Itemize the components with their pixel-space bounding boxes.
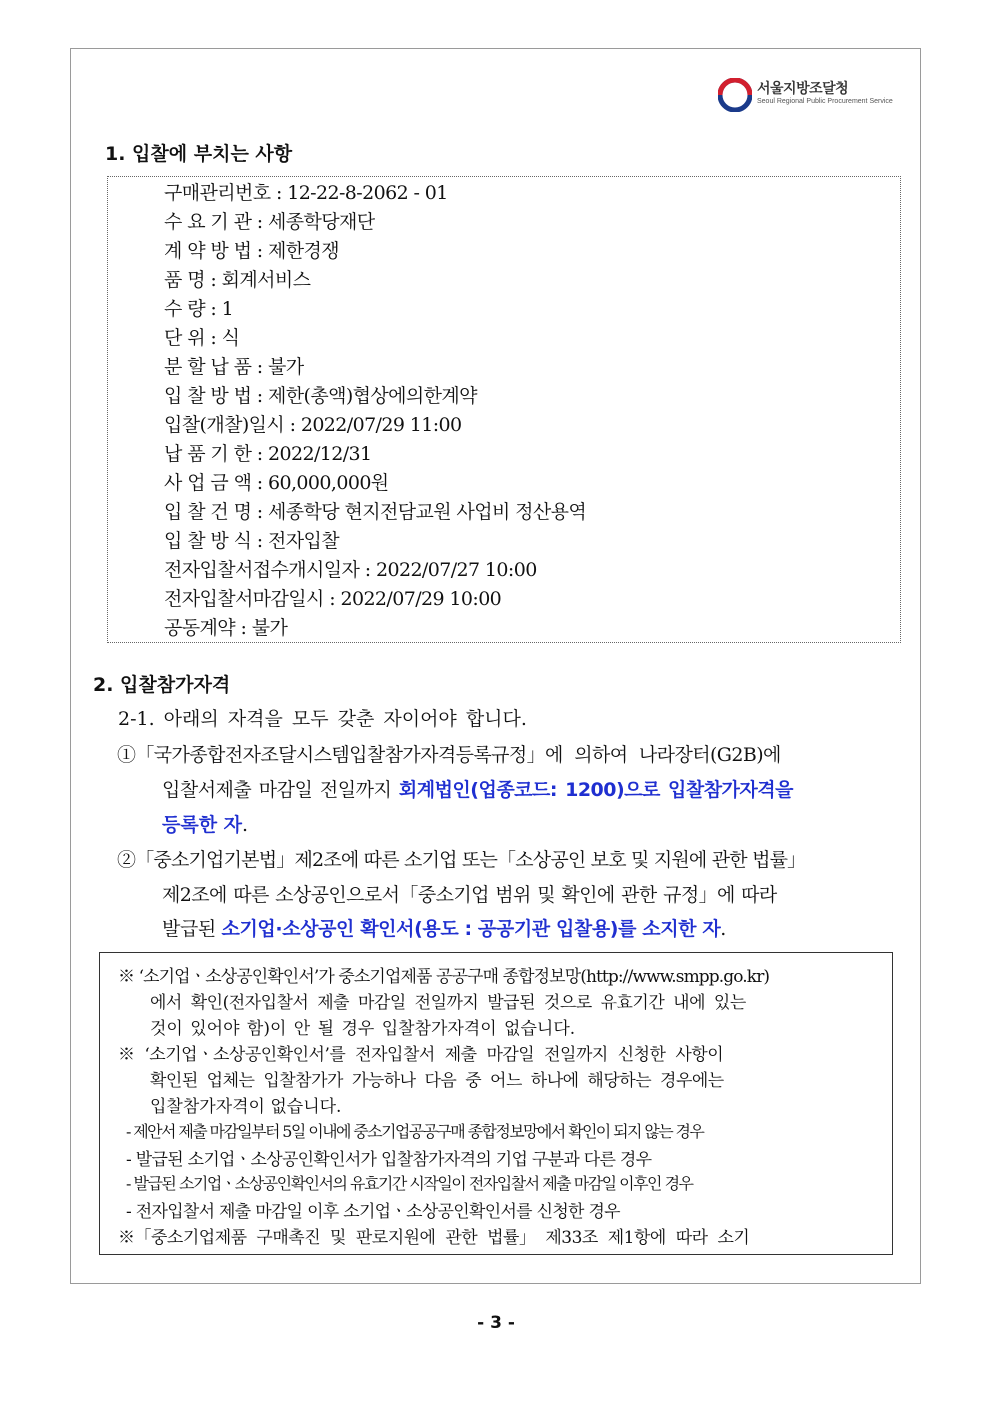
info-line: 사 업 금 액 : 60,000,000원 xyxy=(164,472,389,494)
info-line: 계 약 방 법 : 제한경쟁 xyxy=(164,240,340,262)
item2-plain-text: 발급된 xyxy=(162,918,222,940)
section1-title: 1. 입찰에 부치는 사항 xyxy=(105,143,293,165)
section2-title: 2. 입찰참가자격 xyxy=(93,674,231,696)
taegeuk-emblem-icon xyxy=(718,78,752,112)
logo-english-text: Seoul Regional Public Procurement Service xyxy=(757,98,893,105)
notice-line: 확인된 업체는 입찰참가가 가능하나 다음 중 어느 하나에 해당하는 경우에는 xyxy=(150,1071,724,1091)
page-number: - 3 - xyxy=(477,1313,515,1333)
qualification-item1-line1: ①「국가종합전자조달시스템입찰참가자격등록규정」에 의하여 나라장터(G2B)에 xyxy=(117,744,781,766)
notice-bullet: - 전자입찰서 제출 마감일 이후 소기업ㆍ소상공인확인서를 신청한 경우 xyxy=(126,1202,620,1222)
qualification-item2-line1: ②「중소기업기본법」제2조에 따른 소기업 또는「소상공인 보호 및 지원에 관한 법률」 xyxy=(117,849,806,871)
info-line: 전자입찰서마감일시 : 2022/07/29 10:00 xyxy=(164,588,502,610)
qualification-item1-line3 xyxy=(162,810,248,837)
info-line: 입 찰 방 식 : 전자입찰 xyxy=(164,530,340,552)
notice-line: 것이 있어야 함)이 안 될 경우 입찰참가자격이 없습니다. xyxy=(150,1019,576,1039)
item1-plain-text: 입찰서제출 마감일 전일까지 xyxy=(162,779,399,801)
qualification-item2-line2: 제2조에 따른 소상공인으로서「중소기업 범위 및 확인에 관한 규정」에 따라 xyxy=(162,884,777,906)
info-line: 입 찰 방 법 : 제한(총액)협상에의한계약 xyxy=(164,385,477,407)
info-line: 전자입찰서접수개시일자 : 2022/07/27 10:00 xyxy=(164,559,537,581)
item1-line3-period: . xyxy=(242,814,249,836)
notice-bullet: - 제안서 제출 마감일부터 5일 이내에 중소기업공공구매 종합정보망에서 확인이 되지 않는 경우 xyxy=(126,1122,704,1141)
info-line: 공동계약 : 불가 xyxy=(164,617,288,639)
notice-bullet: - 발급된 소기업ㆍ소상공인확인서의 유효기간 시작일이 전자입찰서 제출 마감일 이후인 경우 xyxy=(126,1174,693,1193)
notice-line: ※「중소기업제품 구매촉진 및 판로지원에 관한 법률」 제33조 제1항에 따라 소기 xyxy=(118,1228,750,1248)
info-line: 분 할 납 품 : 불가 xyxy=(164,356,304,378)
item2-highlight-text: 소기업·소상공인 확인서(용도 : 공공기관 입찰용)를 소지한 자 xyxy=(221,918,721,940)
info-line: 수 요 기 관 : 세종학당재단 xyxy=(164,211,375,233)
qualification-item2-line3 xyxy=(162,914,726,941)
qualification-intro: 2-1. 아래의 자격을 모두 갖춘 자이어야 합니다. xyxy=(118,708,527,730)
notice-line: ※ ‘소기업ㆍ소상공인확인서’가 중소기업제품 공공구매 종합정보망(http://www.smpp.go.kr) xyxy=(118,967,770,987)
logo-korean-text: 서울지방조달청 xyxy=(757,81,849,97)
item2-line3-period: . xyxy=(720,918,726,940)
notice-bullet: - 발급된 소기업ㆍ소상공인확인서가 입찰참가자격의 기업 구분과 다른 경우 xyxy=(126,1150,652,1170)
info-line: 구매관리번호 : 12-22-8-2062 - 01 xyxy=(164,182,448,204)
info-line: 품 명 : 회계서비스 xyxy=(164,269,311,291)
info-line: 입 찰 건 명 : 세종학당 현지전담교원 사업비 정산용역 xyxy=(164,501,587,523)
notice-line: 입찰참가자격이 없습니다. xyxy=(150,1097,342,1117)
notice-line: ※ ‘소기업ㆍ소상공인확인서’를 전자입찰서 제출 마감일 전일까지 신청한 사항이 xyxy=(118,1045,724,1065)
qualification-item1-line2 xyxy=(162,775,793,802)
notice-line: 에서 확인(전자입찰서 제출 마감일 전일까지 발급된 것으로 유효기간 내에 있는 xyxy=(150,993,746,1013)
info-line: 입찰(개찰)일시 : 2022/07/29 11:00 xyxy=(164,414,462,436)
item1-highlight-text-2: 등록한 자 xyxy=(162,814,243,836)
info-line: 단 위 : 식 xyxy=(164,327,240,349)
item1-highlight-text: 회계법인(업종코드: 1200)으로 입찰참가자격을 xyxy=(398,779,793,801)
agency-logo xyxy=(716,76,896,116)
info-line: 납 품 기 한 : 2022/12/31 xyxy=(164,443,372,465)
info-line: 수 량 : 1 xyxy=(164,298,234,320)
